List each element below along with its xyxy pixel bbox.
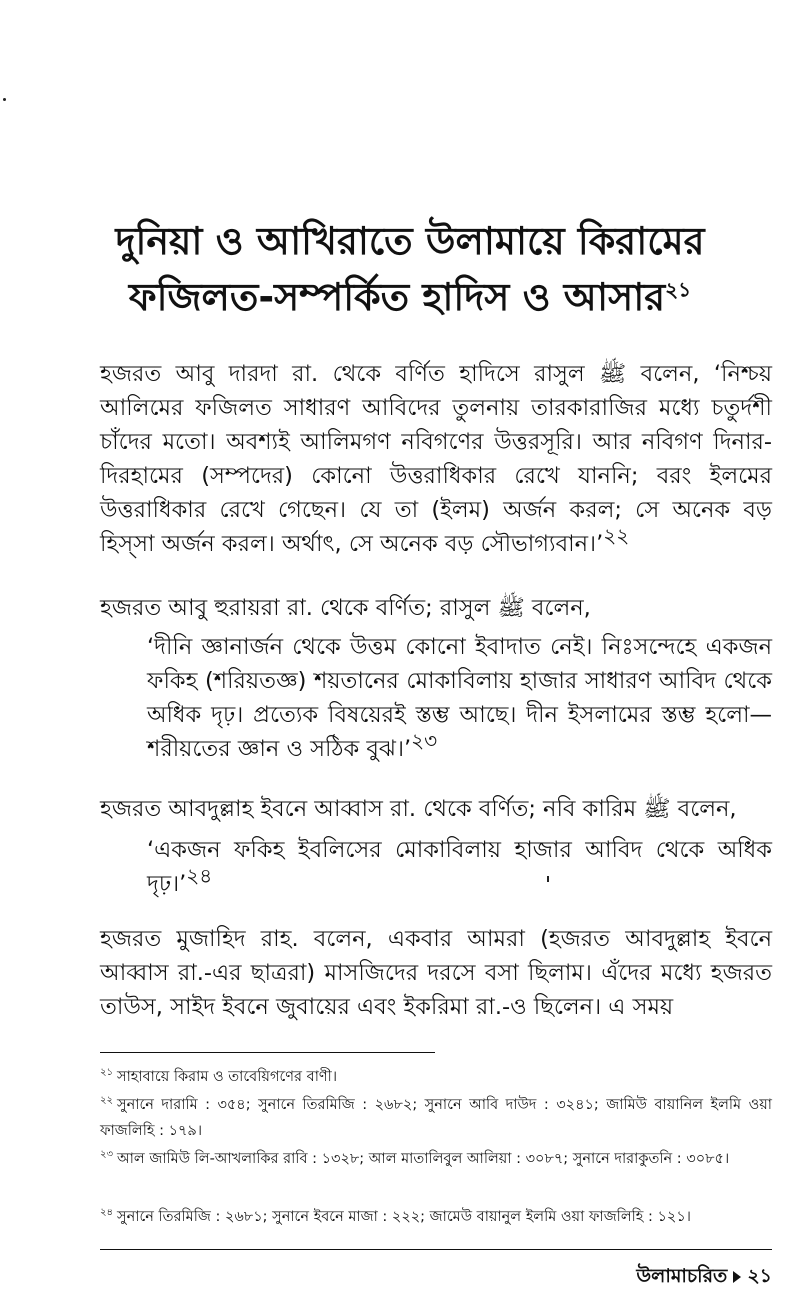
scan-speck — [547, 876, 549, 882]
chapter-title-line-1: দুনিয়া ও আখিরাতে উলামায়ে কিরামের — [115, 219, 705, 263]
footnote-divider — [100, 1052, 435, 1053]
book-title: উলামাচরিত — [636, 1265, 728, 1287]
page-number: ২১ — [747, 1265, 772, 1287]
footnote-22: $^{২২}$ সুনানে দারামি : ৩৫৪; সুনানে তিরমিজি : ২৬৮২; সুনানে আবি দাউদ : ৩২৪১; জামিউ বায়ানিল ইলমি ওয়া ফাজলিহি : ১৭৯। — [100, 1095, 772, 1139]
footnote-23: $^{২৩}$ আল জামিউ লি-আখলাকির রাবি : ১৩২৮; আল মাতালিবুল আলিয়া : ৩০৮৭; সুনানে দারাকুতনি : ৩০৮৫। — [100, 1149, 730, 1167]
footnote-21: $^{২১}$ সাহাবায়ে কিরাম ও তাবেয়িগণের বাণী। — [100, 1067, 338, 1085]
footnote-ref-24: ২৪ — [186, 863, 213, 888]
quote-abu-hurayra: ‘দীনি জ্ঞানার্জন থেকে উত্তম কোনো ইবাদাত নেই। নিঃসন্দেহে একজন ফকিহ (শরিয়তজ্ঞ) শয়তানের মোকাবিলায় হাজার সাধারণ আবিদ থেকে অধিক দৃঢ়। প্রত্যেক বিষয়েরই স্তম্ভ আছে। দীন ইসলামের স্তম্ভ হলো—শরীয়তের জ্ঞান ও সঠিক বুঝ।’২৩ — [147, 634, 772, 762]
triangle-right-icon — [733, 1271, 741, 1283]
chapter-title-line-2: ফজিলত-সম্পর্কিত হাদিস ও আসার$^{২১}$ — [128, 275, 692, 319]
paragraph-ibn-abbas-intro: হজরত আবদুল্লাহ ইবনে আব্বাস রা. থেকে বর্ণিত; নবি কারিম ﷺ বলেন, — [100, 796, 737, 822]
paragraph-abu-hurayra-intro: হজরত আবু হুরায়রা রা. থেকে বর্ণিত; রাসুল ﷺ বলেন, — [100, 595, 591, 621]
footnote-ref-23: ২৩ — [411, 728, 438, 753]
paragraph-mujahid: হজরত মুজাহিদ রাহ. বলেন, একবার আমরা (হজরত আবদুল্লাহ ইবনে আব্বাস রা.-এর ছাত্ররা) মাসজিদের দরসে বসা ছিলাম। এঁদের মধ্যে হজরত তাউস, সাইদ ইবনে জুবায়ের এবং ইকরিমা রা.-ও ছিলেন। এ সময় — [100, 926, 772, 1020]
footnote-24: $^{২৪}$ সুনানে তিরমিজি : ২৬৮১; সুনানে ইবনে মাজা : ২২২; জামেউ বায়ানুল ইলমি ওয়া ফাজলিহি : ১২১। — [100, 1207, 691, 1225]
title-footnote-ref: ২১ — [665, 277, 692, 302]
page-bottom-rule — [100, 1249, 772, 1250]
scan-speck — [3, 98, 6, 101]
paragraph-abu-darda: হজরত আবু দারদা রা. থেকে বর্ণিত হাদিসে রাসুল ﷺ বলেন, ‘নিশ্চয় আলিমের ফজিলত সাধারণ আবিদের তুলনায় তারকারাজির মধ্যে চতুর্দশী চাঁদের মতো। অবশ্যই আলিমগণ নবিগণের উত্তরসূরি। আর নবিগণ দিনার-দিরহামের (সম্পদের) কোনো উত্তরাধিকার রেখে যাননি; বরং ইলমের উত্তরাধিকার রেখে গেছেন। যে তা (ইলম) অর্জন করল; সে অনেক বড় হিস্সা অর্জন করল। অর্থাৎ, সে অনেক বড় সৌভাগ্যবান।’২২ — [100, 361, 772, 557]
page-footer — [636, 1262, 772, 1294]
footnote-ref-22: ২২ — [603, 523, 630, 548]
quote-ibn-abbas: ‘একজন ফকিহ ইবলিসের মোকাবিলায় হাজার আবিদ থেকে অধিক দৃঢ়।’২৪ — [147, 837, 772, 897]
